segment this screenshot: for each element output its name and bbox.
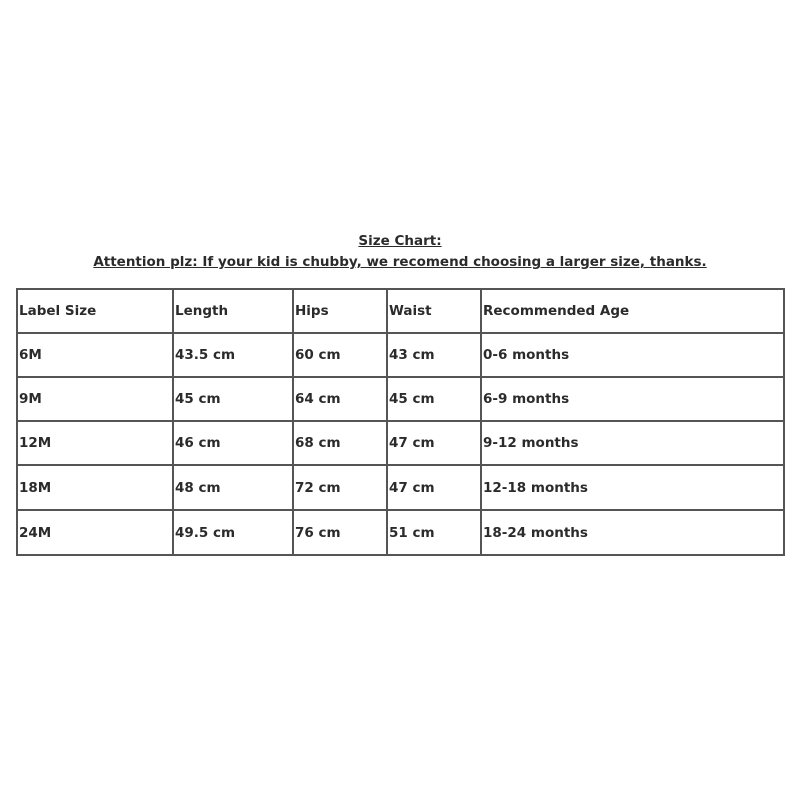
cell-hips: 60 cm bbox=[293, 333, 387, 377]
cell-recommended-age: 18-24 months bbox=[481, 510, 784, 555]
cell-label-size: 18M bbox=[17, 465, 173, 510]
cell-hips: 72 cm bbox=[293, 465, 387, 510]
table-row bbox=[17, 421, 784, 465]
notice-text: Attention plz: If your kid is chubby, we recomend choosing a larger size, thanks. bbox=[93, 254, 707, 270]
size-chart-table bbox=[16, 288, 785, 556]
table-row bbox=[17, 377, 784, 421]
cell-recommended-age: 12-18 months bbox=[481, 465, 784, 510]
cell-length: 49.5 cm bbox=[173, 510, 293, 555]
cell-hips: 64 cm bbox=[293, 377, 387, 421]
cell-recommended-age: 0-6 months bbox=[481, 333, 784, 377]
page-title: Size Chart: bbox=[358, 233, 442, 249]
cell-length: 46 cm bbox=[173, 421, 293, 465]
cell-hips: 68 cm bbox=[293, 421, 387, 465]
cell-length: 48 cm bbox=[173, 465, 293, 510]
cell-length: 45 cm bbox=[173, 377, 293, 421]
cell-waist: 45 cm bbox=[387, 377, 481, 421]
cell-label-size: 6M bbox=[17, 333, 173, 377]
cell-waist: 51 cm bbox=[387, 510, 481, 555]
cell-hips: 76 cm bbox=[293, 510, 387, 555]
cell-waist: 43 cm bbox=[387, 333, 481, 377]
cell-label-size: 9M bbox=[17, 377, 173, 421]
cell-waist: 47 cm bbox=[387, 421, 481, 465]
cell-recommended-age: 9-12 months bbox=[481, 421, 784, 465]
header-length: Length bbox=[173, 289, 293, 333]
cell-label-size: 24M bbox=[17, 510, 173, 555]
header-label-size: Label Size bbox=[17, 289, 173, 333]
header-waist: Waist bbox=[387, 289, 481, 333]
table-header-row bbox=[17, 289, 784, 333]
table-row bbox=[17, 333, 784, 377]
cell-waist: 47 cm bbox=[387, 465, 481, 510]
header-recommended-age: Recommended Age bbox=[481, 289, 784, 333]
header-hips: Hips bbox=[293, 289, 387, 333]
cell-length: 43.5 cm bbox=[173, 333, 293, 377]
table-row bbox=[17, 510, 784, 555]
table-row bbox=[17, 465, 784, 510]
cell-recommended-age: 6-9 months bbox=[481, 377, 784, 421]
cell-label-size: 12M bbox=[17, 421, 173, 465]
